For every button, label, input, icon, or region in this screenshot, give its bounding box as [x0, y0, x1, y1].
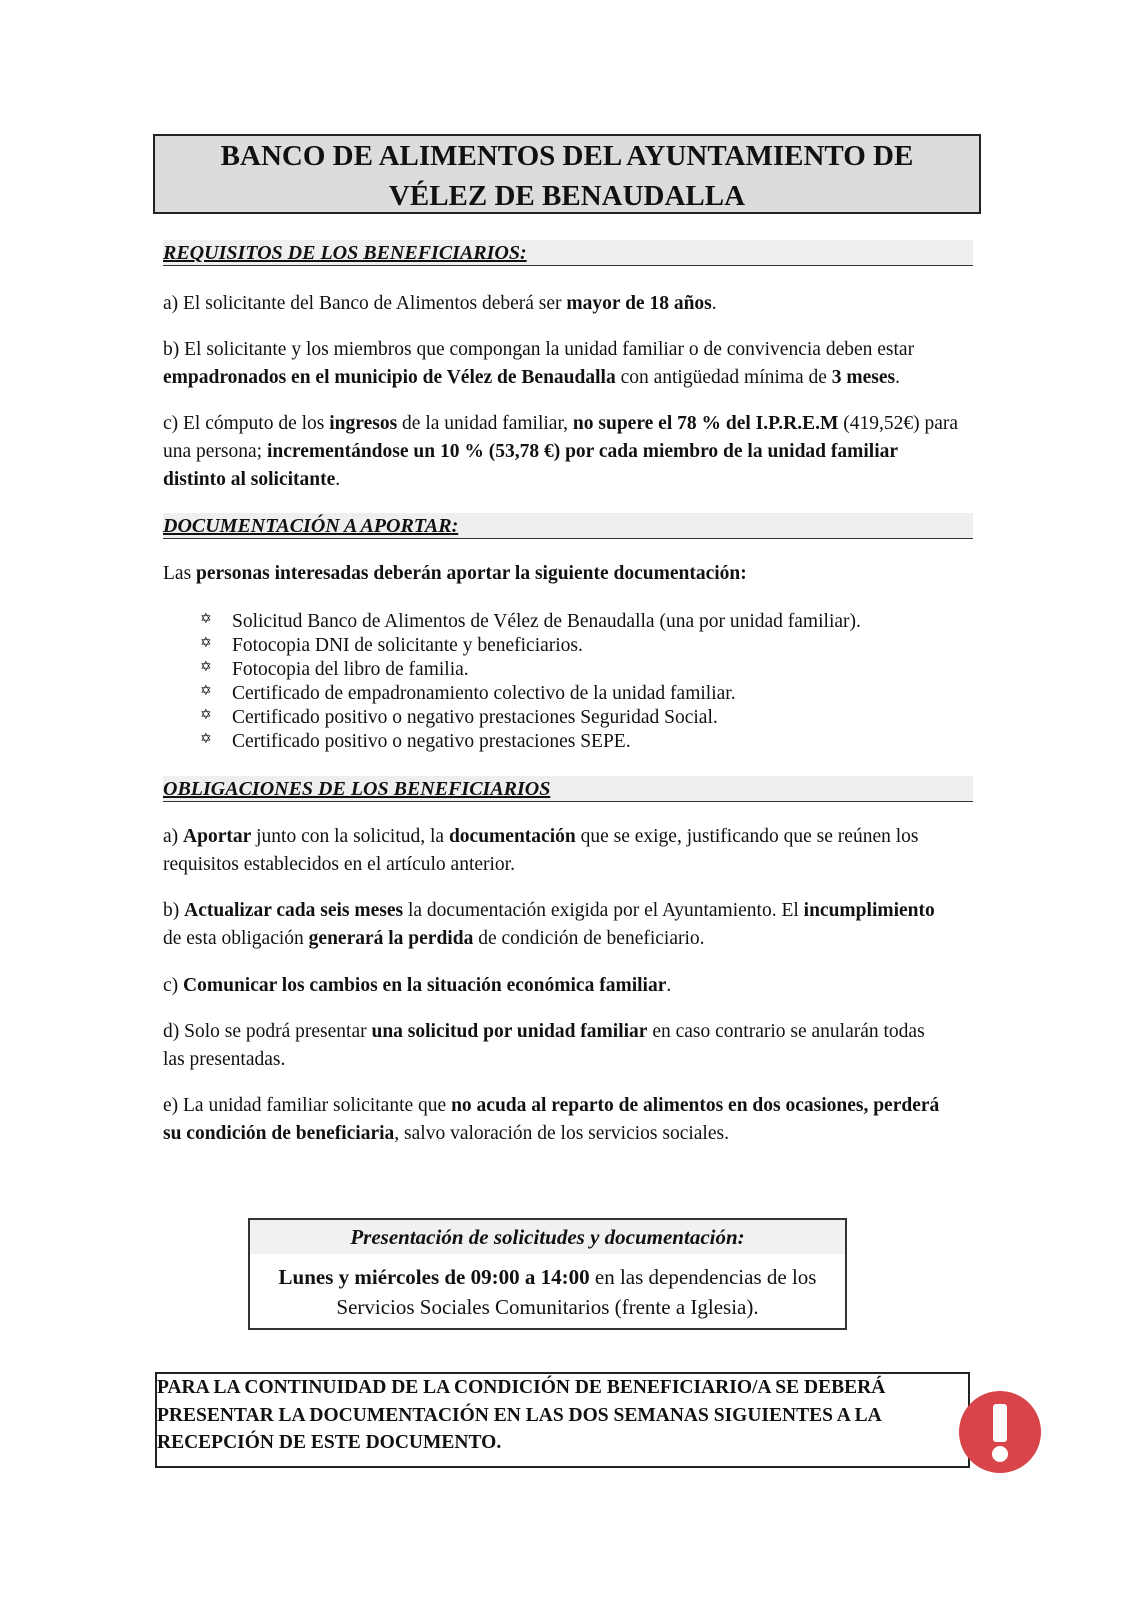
documentacion-list — [200, 610, 861, 754]
presentacion-text: Lunes y miércoles de 09:00 a 14:00 en las dependencias de los Servicios Sociales Comunitarios (frente a Iglesia). — [278, 1265, 817, 1319]
obligacion-a: a) Aportar junto con la solicitud, la documentación que se exige, justificando que se reúnen los requisitos establecidos en el artículo anterior. — [163, 826, 919, 875]
requisito-c: c) El cómputo de los ingresos de la unidad familiar, no supere el 78 % del I.P.R.E.M (419,52€) para una persona; incrementándose un 10 % (53,78 €) por cada miembro de la unidad familiar distinto al solicitante. — [163, 413, 959, 490]
obligacion-b: b) Actualizar cada seis meses la documentación exigida por el Ayuntamiento. El incumplimiento de esta obligación generará la perdida de condición de beneficiario. — [163, 900, 935, 949]
title-line-1: BANCO DE ALIMENTOS DEL AYUNTAMIENTO DE — [220, 140, 914, 172]
list-item: ✡ Certificado de empadronamiento colectivo de la unidad familiar. — [200, 682, 861, 706]
section-heading-obligaciones: OBLIGACIONES DE LOS BENEFICIARIOS — [163, 776, 973, 802]
aviso-line-3: RECEPCIÓN DE ESTE DOCUMENTO. — [157, 1432, 502, 1453]
requisito-a: a) El solicitante del Banco de Alimentos deberá ser mayor de 18 años. — [163, 293, 717, 314]
star-bullet-icon: ✡ — [200, 684, 212, 699]
obligacion-c: c) Comunicar los cambios en la situación económica familiar. — [163, 975, 672, 996]
document-title — [153, 134, 981, 214]
aviso-box — [155, 1372, 970, 1468]
star-bullet-icon: ✡ — [200, 612, 212, 627]
list-item: ✡ Solicitud Banco de Alimentos de Vélez de Benaudalla (una por unidad familiar). — [200, 610, 861, 634]
aviso-line-2: PRESENTAR LA DOCUMENTACIÓN EN LAS DOS SEMANAS SIGUIENTES A LA — [157, 1404, 882, 1426]
presentacion-heading: Presentación de solicitudes y documentación: — [250, 1220, 845, 1254]
exclamation-icon — [959, 1391, 1041, 1473]
requisito-b: b) El solicitante y los miembros que compongan la unidad familiar o de convivencia deben estar empadronados en el municipio de Vélez de Benaudalla con antigüedad mínima de 3 meses. — [163, 339, 915, 388]
presentacion-box — [248, 1218, 847, 1330]
star-bullet-icon: ✡ — [200, 636, 212, 651]
section-heading-documentacion: DOCUMENTACIÓN A APORTAR: — [163, 513, 973, 539]
aviso-line-1: PARA LA CONTINUIDAD DE LA CONDICIÓN DE BENEFICIARIO/A SE DEBERÁ — [157, 1377, 886, 1398]
obligacion-e: e) La unidad familiar solicitante que no acuda al reparto de alimentos en dos ocasiones, perderá su condición de beneficiaria, salvo valoración de los servicios sociales. — [163, 1095, 940, 1144]
list-item: ✡ Certificado positivo o negativo prestaciones SEPE. — [200, 730, 861, 754]
section-heading-requisitos: REQUISITOS DE LOS BENEFICIARIOS: — [163, 240, 973, 266]
star-bullet-icon: ✡ — [200, 708, 212, 723]
star-bullet-icon: ✡ — [200, 732, 212, 747]
list-item: ✡ Fotocopia del libro de familia. — [200, 658, 861, 682]
star-bullet-icon: ✡ — [200, 660, 212, 675]
obligacion-d: d) Solo se podrá presentar una solicitud por unidad familiar en caso contrario se anularán todas las presentadas. — [163, 1021, 925, 1070]
list-item: ✡ Certificado positivo o negativo prestaciones Seguridad Social. — [200, 706, 861, 730]
documentacion-intro: Las personas interesadas deberán aportar la siguiente documentación: — [163, 563, 747, 584]
list-item: ✡ Fotocopia DNI de solicitante y beneficiarios. — [200, 634, 861, 658]
title-line-2: VÉLEZ DE BENAUDALLA — [388, 180, 746, 212]
